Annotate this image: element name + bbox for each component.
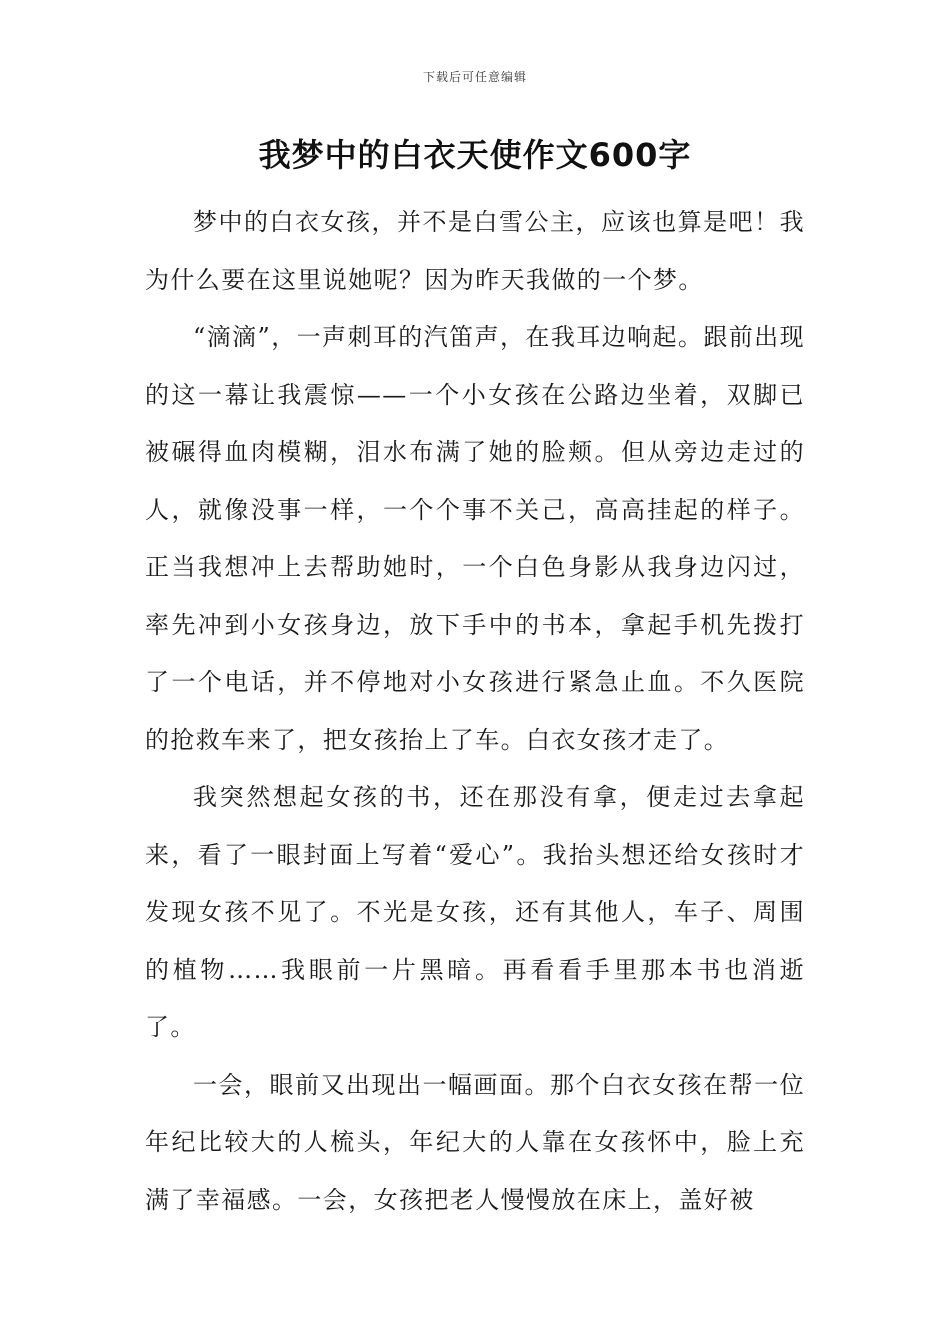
essay-body	[145, 194, 805, 1229]
paragraph-1: 梦中的白衣女孩，并不是白雪公主，应该也算是吧！我为什么要在这里说她呢？因为昨天我做的一个梦。	[145, 208, 805, 294]
paragraph-4: 一会，眼前又出现出一幅画面。那个白衣女孩在帮一位年纪比较大的人梳头，年纪大的人靠在女孩怀中，脸上充满了幸福感。一会，女孩把老人慢慢放在床上，盖好被	[145, 1070, 805, 1214]
paragraph-2: “滴滴”，一声刺耳的汽笛声，在我耳边响起。跟前出现的这一幕让我震惊——一个小女孩在公路边坐着，双脚已被碾得血肉模糊，泪水布满了她的脸颊。但从旁边走过的人，就像没事一样，一个个事不关己，高高挂起的样子。正当我想冲上去帮助她时，一个白色身影从我身边闪过，率先冲到小女孩身边，放下手中的书本，拿起手机先拨打了一个电话，并不停地对小女孩进行紧急止血。不久医院的抢救车来了，把女孩抬上了车。白衣女孩才走了。	[145, 323, 805, 754]
paragraph-3: 我突然想起女孩的书，还在那没有拿，便走过去拿起来，看了一眼封面上写着“爱心”。我抬头想还给女孩时才发现女孩不见了。不光是女孩，还有其他人，车子、周围的植物……我眼前一片黑暗。再看看手里那本书也消逝了。	[145, 783, 805, 1041]
page-title: 我梦中的白衣天使作文600字	[258, 136, 692, 174]
header-note: 下载后可任意编辑	[422, 70, 527, 84]
